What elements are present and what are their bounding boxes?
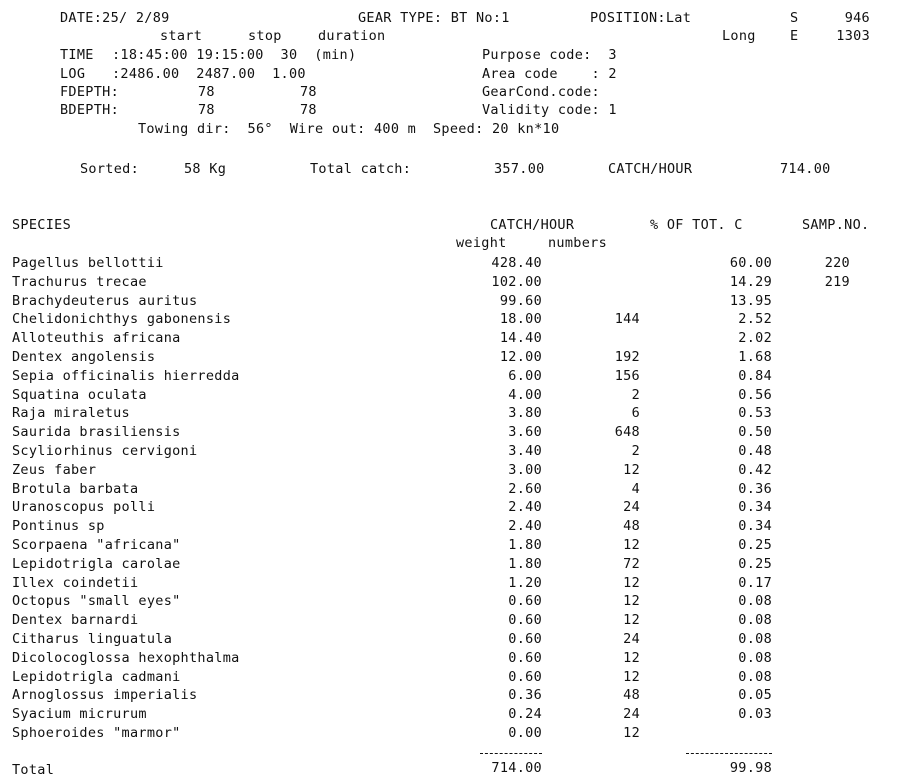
col-catch-hour: CATCH/HOUR xyxy=(490,217,575,233)
date: DATE:25/ 2/89 xyxy=(60,10,170,26)
species-name: Sepia officinalis hierredda xyxy=(12,368,240,384)
species-name: Saurida brasiliensis xyxy=(12,424,181,440)
numbers-value: 12 xyxy=(623,462,640,478)
numbers-value: 6 xyxy=(631,405,640,421)
weight-value: 0.24 xyxy=(508,706,542,722)
species-name: Scorpaena "africana" xyxy=(12,537,181,553)
pct-value: 0.08 xyxy=(738,669,772,685)
pct-value: 0.48 xyxy=(738,443,772,459)
pct-value: 0.42 xyxy=(738,462,772,478)
pct-value: 60.00 xyxy=(729,255,772,271)
pct-value: 0.50 xyxy=(738,424,772,440)
fdepth-label: FDEPTH: xyxy=(60,84,119,100)
pct-value: 0.34 xyxy=(738,518,772,534)
duration-label: duration xyxy=(318,28,386,44)
species-name: Citharus linguatula xyxy=(12,631,173,647)
pct-value: 0.25 xyxy=(738,556,772,572)
weight-value: 0.36 xyxy=(508,687,542,703)
long-value: 1303 xyxy=(836,28,870,44)
bdepth-start: 78 xyxy=(198,102,215,118)
species-name: Trachurus trecae xyxy=(12,274,147,290)
pct-value: 0.05 xyxy=(738,687,772,703)
species-name: Lepidotrigla cadmani xyxy=(12,669,181,685)
species-name: Scyliorhinus cervigoni xyxy=(12,443,198,459)
numbers-value: 12 xyxy=(623,612,640,628)
numbers-value: 48 xyxy=(623,518,640,534)
total-catch-label: Total catch: xyxy=(310,161,412,177)
pct-value: 0.25 xyxy=(738,537,772,553)
species-name: Dentex angolensis xyxy=(12,349,156,365)
gear-type: GEAR TYPE: BT No:1 xyxy=(358,10,510,26)
weight-value: 102.00 xyxy=(491,274,542,290)
log-values: :2486.00 2487.00 1.00 xyxy=(112,66,306,82)
numbers-value: 24 xyxy=(623,706,640,722)
species-name: Arnoglossus imperialis xyxy=(12,687,198,703)
pct-value: 0.56 xyxy=(738,387,772,403)
fdepth-start: 78 xyxy=(198,84,215,100)
pct-value: 2.52 xyxy=(738,311,772,327)
weight-value: 0.00 xyxy=(508,725,542,741)
time-values: :18:45:00 19:15:00 30 (min) xyxy=(112,47,357,63)
weight-value: 2.40 xyxy=(508,499,542,515)
weight-value: 14.40 xyxy=(499,330,542,346)
numbers-value: 48 xyxy=(623,687,640,703)
numbers-value: 12 xyxy=(623,669,640,685)
numbers-value: 12 xyxy=(623,725,640,741)
species-name: Octopus "small eyes" xyxy=(12,593,181,609)
species-name: Pagellus bellottii xyxy=(12,255,164,271)
bdepth-label: BDEPTH: xyxy=(60,102,119,118)
sub-numbers: numbers xyxy=(548,235,607,251)
weight-value: 0.60 xyxy=(508,650,542,666)
pct-value: 0.08 xyxy=(738,631,772,647)
weight-value: 3.60 xyxy=(508,424,542,440)
samp-value: 220 xyxy=(824,255,850,271)
fdepth-stop: 78 xyxy=(300,84,317,100)
weight-value: 99.60 xyxy=(499,293,542,309)
start-label: start xyxy=(160,28,203,44)
weight-value: 0.60 xyxy=(508,612,542,628)
pct-value: 13.95 xyxy=(729,293,772,309)
species-name: Zeus faber xyxy=(12,462,97,478)
pct-value: 0.53 xyxy=(738,405,772,421)
species-name: Dicolocoglossa hexophthalma xyxy=(12,650,240,666)
numbers-value: 192 xyxy=(614,349,640,365)
species-name: Squatina oculata xyxy=(12,387,147,403)
time-label: TIME xyxy=(60,47,94,63)
col-pct-total: % OF TOT. C xyxy=(650,217,743,233)
species-name: Sphoeroides "marmor" xyxy=(12,725,181,741)
stop-label: stop xyxy=(248,28,282,44)
pct-value: 0.08 xyxy=(738,593,772,609)
gearcond-code: GearCond.code: xyxy=(482,84,600,100)
weight-value: 12.00 xyxy=(499,349,542,365)
area-code: Area code : 2 xyxy=(482,66,617,82)
numbers-value: 156 xyxy=(614,368,640,384)
pct-value: 0.34 xyxy=(738,499,772,515)
numbers-value: 24 xyxy=(623,631,640,647)
weight-value: 0.60 xyxy=(508,593,542,609)
pct-total-rule xyxy=(686,753,772,754)
bdepth-stop: 78 xyxy=(300,102,317,118)
sorted-value: 58 Kg xyxy=(184,161,227,177)
pct-value: 0.36 xyxy=(738,481,772,497)
total-pct: 99.98 xyxy=(729,760,772,776)
position-label: POSITION:Lat xyxy=(590,10,692,26)
catch-hour-label: CATCH/HOUR xyxy=(608,161,693,177)
towing-line: Towing dir: 56° Wire out: 400 m Speed: 20 kn*10 xyxy=(138,121,560,137)
long-label: Long xyxy=(722,28,756,44)
species-name: Alloteuthis africana xyxy=(12,330,181,346)
species-name: Raja miraletus xyxy=(12,405,130,421)
weight-value: 3.40 xyxy=(508,443,542,459)
weight-value: 18.00 xyxy=(499,311,542,327)
pct-value: 2.02 xyxy=(738,330,772,346)
pct-value: 0.84 xyxy=(738,368,772,384)
weight-value: 1.80 xyxy=(508,556,542,572)
numbers-value: 12 xyxy=(623,537,640,553)
numbers-value: 2 xyxy=(631,443,640,459)
numbers-value: 12 xyxy=(623,575,640,591)
pct-value: 0.17 xyxy=(738,575,772,591)
numbers-value: 4 xyxy=(631,481,640,497)
col-samp-no: SAMP.NO. xyxy=(802,217,870,233)
pct-value: 1.68 xyxy=(738,349,772,365)
species-name: Dentex barnardi xyxy=(12,612,139,628)
pct-value: 0.08 xyxy=(738,612,772,628)
weight-value: 0.60 xyxy=(508,631,542,647)
lat-value: 946 xyxy=(844,10,870,26)
weight-total-rule xyxy=(480,753,542,754)
numbers-value: 144 xyxy=(614,311,640,327)
species-name: Uranoscopus polli xyxy=(12,499,156,515)
log-label: LOG xyxy=(60,66,86,82)
total-weight: 714.00 xyxy=(491,760,542,776)
samp-value: 219 xyxy=(824,274,850,290)
species-name: Syacium micrurum xyxy=(12,706,147,722)
weight-value: 1.20 xyxy=(508,575,542,591)
numbers-value: 2 xyxy=(631,387,640,403)
weight-value: 3.80 xyxy=(508,405,542,421)
long-direction: E xyxy=(790,28,799,44)
numbers-value: 12 xyxy=(623,593,640,609)
weight-value: 2.60 xyxy=(508,481,542,497)
pct-value: 14.29 xyxy=(729,274,772,290)
numbers-value: 12 xyxy=(623,650,640,666)
col-species: SPECIES xyxy=(12,217,71,233)
numbers-value: 72 xyxy=(623,556,640,572)
numbers-value: 24 xyxy=(623,499,640,515)
species-name: Brotula barbata xyxy=(12,481,139,497)
species-name: Pontinus sp xyxy=(12,518,105,534)
numbers-value: 648 xyxy=(614,424,640,440)
pct-value: 0.08 xyxy=(738,650,772,666)
weight-value: 0.60 xyxy=(508,669,542,685)
total-catch-value: 357.00 xyxy=(494,161,545,177)
pct-value: 0.03 xyxy=(738,706,772,722)
validity-code: Validity code: 1 xyxy=(482,102,617,118)
weight-value: 3.00 xyxy=(508,462,542,478)
species-name: Chelidonichthys gabonensis xyxy=(12,311,232,327)
purpose-code: Purpose code: 3 xyxy=(482,47,617,63)
sub-weight: weight xyxy=(456,235,507,251)
catch-hour-value: 714.00 xyxy=(780,161,831,177)
lat-direction: S xyxy=(790,10,799,26)
weight-value: 2.40 xyxy=(508,518,542,534)
species-name: Brachydeuterus auritus xyxy=(12,293,198,309)
species-name: Lepidotrigla carolae xyxy=(12,556,181,572)
weight-value: 4.00 xyxy=(508,387,542,403)
sorted-label: Sorted: xyxy=(80,161,139,177)
species-name: Illex coindetii xyxy=(12,575,139,591)
weight-value: 1.80 xyxy=(508,537,542,553)
weight-value: 6.00 xyxy=(508,368,542,384)
total-label: Total xyxy=(12,762,55,778)
weight-value: 428.40 xyxy=(491,255,542,271)
